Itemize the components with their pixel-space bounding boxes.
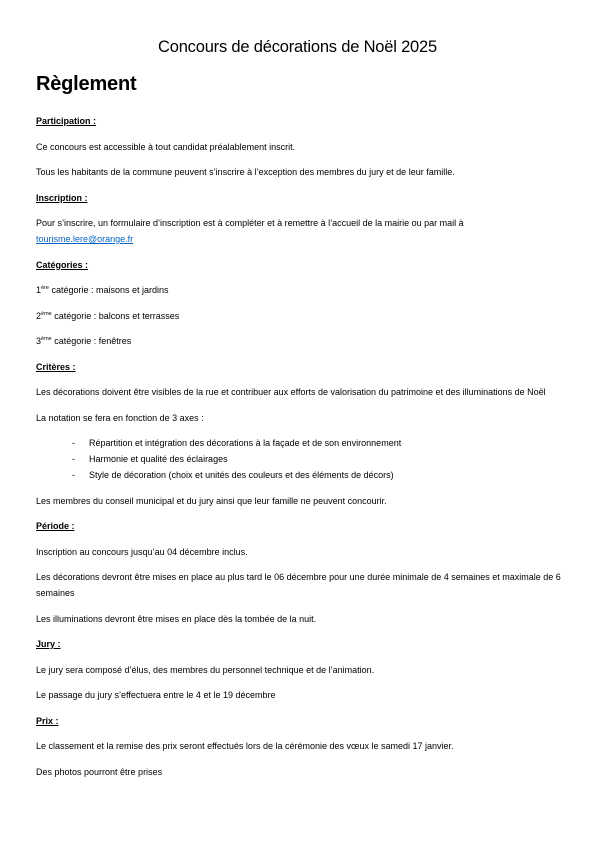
category-ordinal: ème xyxy=(41,310,52,317)
bullet-dash: - xyxy=(72,470,75,480)
list-item-text: Harmonie et qualité des éclairages xyxy=(89,454,228,464)
paragraph: Tous les habitants de la commune peuvent s’inscrire à l’exception des membres du jury et de leur famille. xyxy=(36,167,455,177)
section-title-participation: Participation : xyxy=(36,116,97,126)
section-title-prix: Prix : xyxy=(36,715,59,726)
paragraph: La notation se fera en fonction de 3 axes : xyxy=(36,412,204,423)
paragraph: Inscription au concours jusqu’au 04 décembre inclus. xyxy=(36,546,248,557)
category-item xyxy=(36,308,561,324)
list-item-text: Style de décoration (choix et unités des couleurs et des éléments de décors) xyxy=(89,470,394,480)
section-title-categories: Catégories : xyxy=(36,259,89,270)
criteria-list xyxy=(36,435,561,483)
category-ordinal: ème xyxy=(41,336,52,342)
list-item xyxy=(36,451,561,467)
document-title: Concours de décorations de Noël 2025 xyxy=(158,38,437,56)
category-ordinal: ère xyxy=(41,285,49,291)
paragraph: Les décorations devront être mises en place au plus tard le 06 décembre pour une durée minimale de 4 semaines et maximale de 6 semaines xyxy=(36,572,561,598)
category-text: catégorie : fenêtres xyxy=(51,336,132,346)
section-title-jury: Jury : xyxy=(36,639,61,649)
document-body xyxy=(36,113,561,789)
section-title-periode: Période : xyxy=(36,521,75,531)
section-title-criteres: Critères : xyxy=(36,361,76,372)
paragraph: Les illuminations devront être mises en place dès la tombée de la nuit. xyxy=(36,613,317,624)
paragraph-text: Pour s’inscrire, un formulaire d’inscription est à compléter et à remettre à l’accueil de la mairie ou par mail à xyxy=(36,218,464,228)
list-item-text: Répartition et intégration des décorations à la façade et de son environnement xyxy=(89,438,402,448)
email-link[interactable]: tourisme.lere@orange.fr xyxy=(36,234,134,244)
paragraph: Le jury sera composé d’élus, des membres du personnel technique et de l’animation. xyxy=(36,664,375,675)
section-title-inscription: Inscription : xyxy=(36,192,88,203)
paragraph: Le classement et la remise des prix seront effectués lors de la cérémonie des vœux le samedi 17 janvier. xyxy=(36,741,454,751)
category-text: catégorie : maisons et jardins xyxy=(48,285,169,295)
category-number: 1 xyxy=(36,285,42,295)
paragraph: Les décorations doivent être visibles de la rue et contribuer aux efforts de valorisation du patrimoine et des illuminations de Noël xyxy=(36,387,546,397)
list-item xyxy=(36,467,561,483)
category-item xyxy=(36,333,561,349)
category-item xyxy=(36,282,561,298)
paragraph: Ce concours est accessible à tout candidat préalablement inscrit. xyxy=(36,141,296,152)
category-number: 3 xyxy=(36,336,42,346)
category-text: catégorie : balcons et terrasses xyxy=(51,310,180,321)
list-item xyxy=(36,435,561,451)
category-number: 2 xyxy=(36,310,42,321)
paragraph: Le passage du jury s’effectuera entre le 4 et le 19 décembre xyxy=(36,690,276,700)
paragraph-inscription xyxy=(36,215,561,247)
bullet-dash: - xyxy=(72,454,75,464)
paragraph: Des photos pourront être prises xyxy=(36,766,163,777)
bullet-dash: - xyxy=(72,438,75,448)
paragraph: Les membres du conseil municipal et du jury ainsi que leur famille ne peuvent concourir. xyxy=(36,495,387,506)
page-heading: Règlement xyxy=(36,73,137,95)
